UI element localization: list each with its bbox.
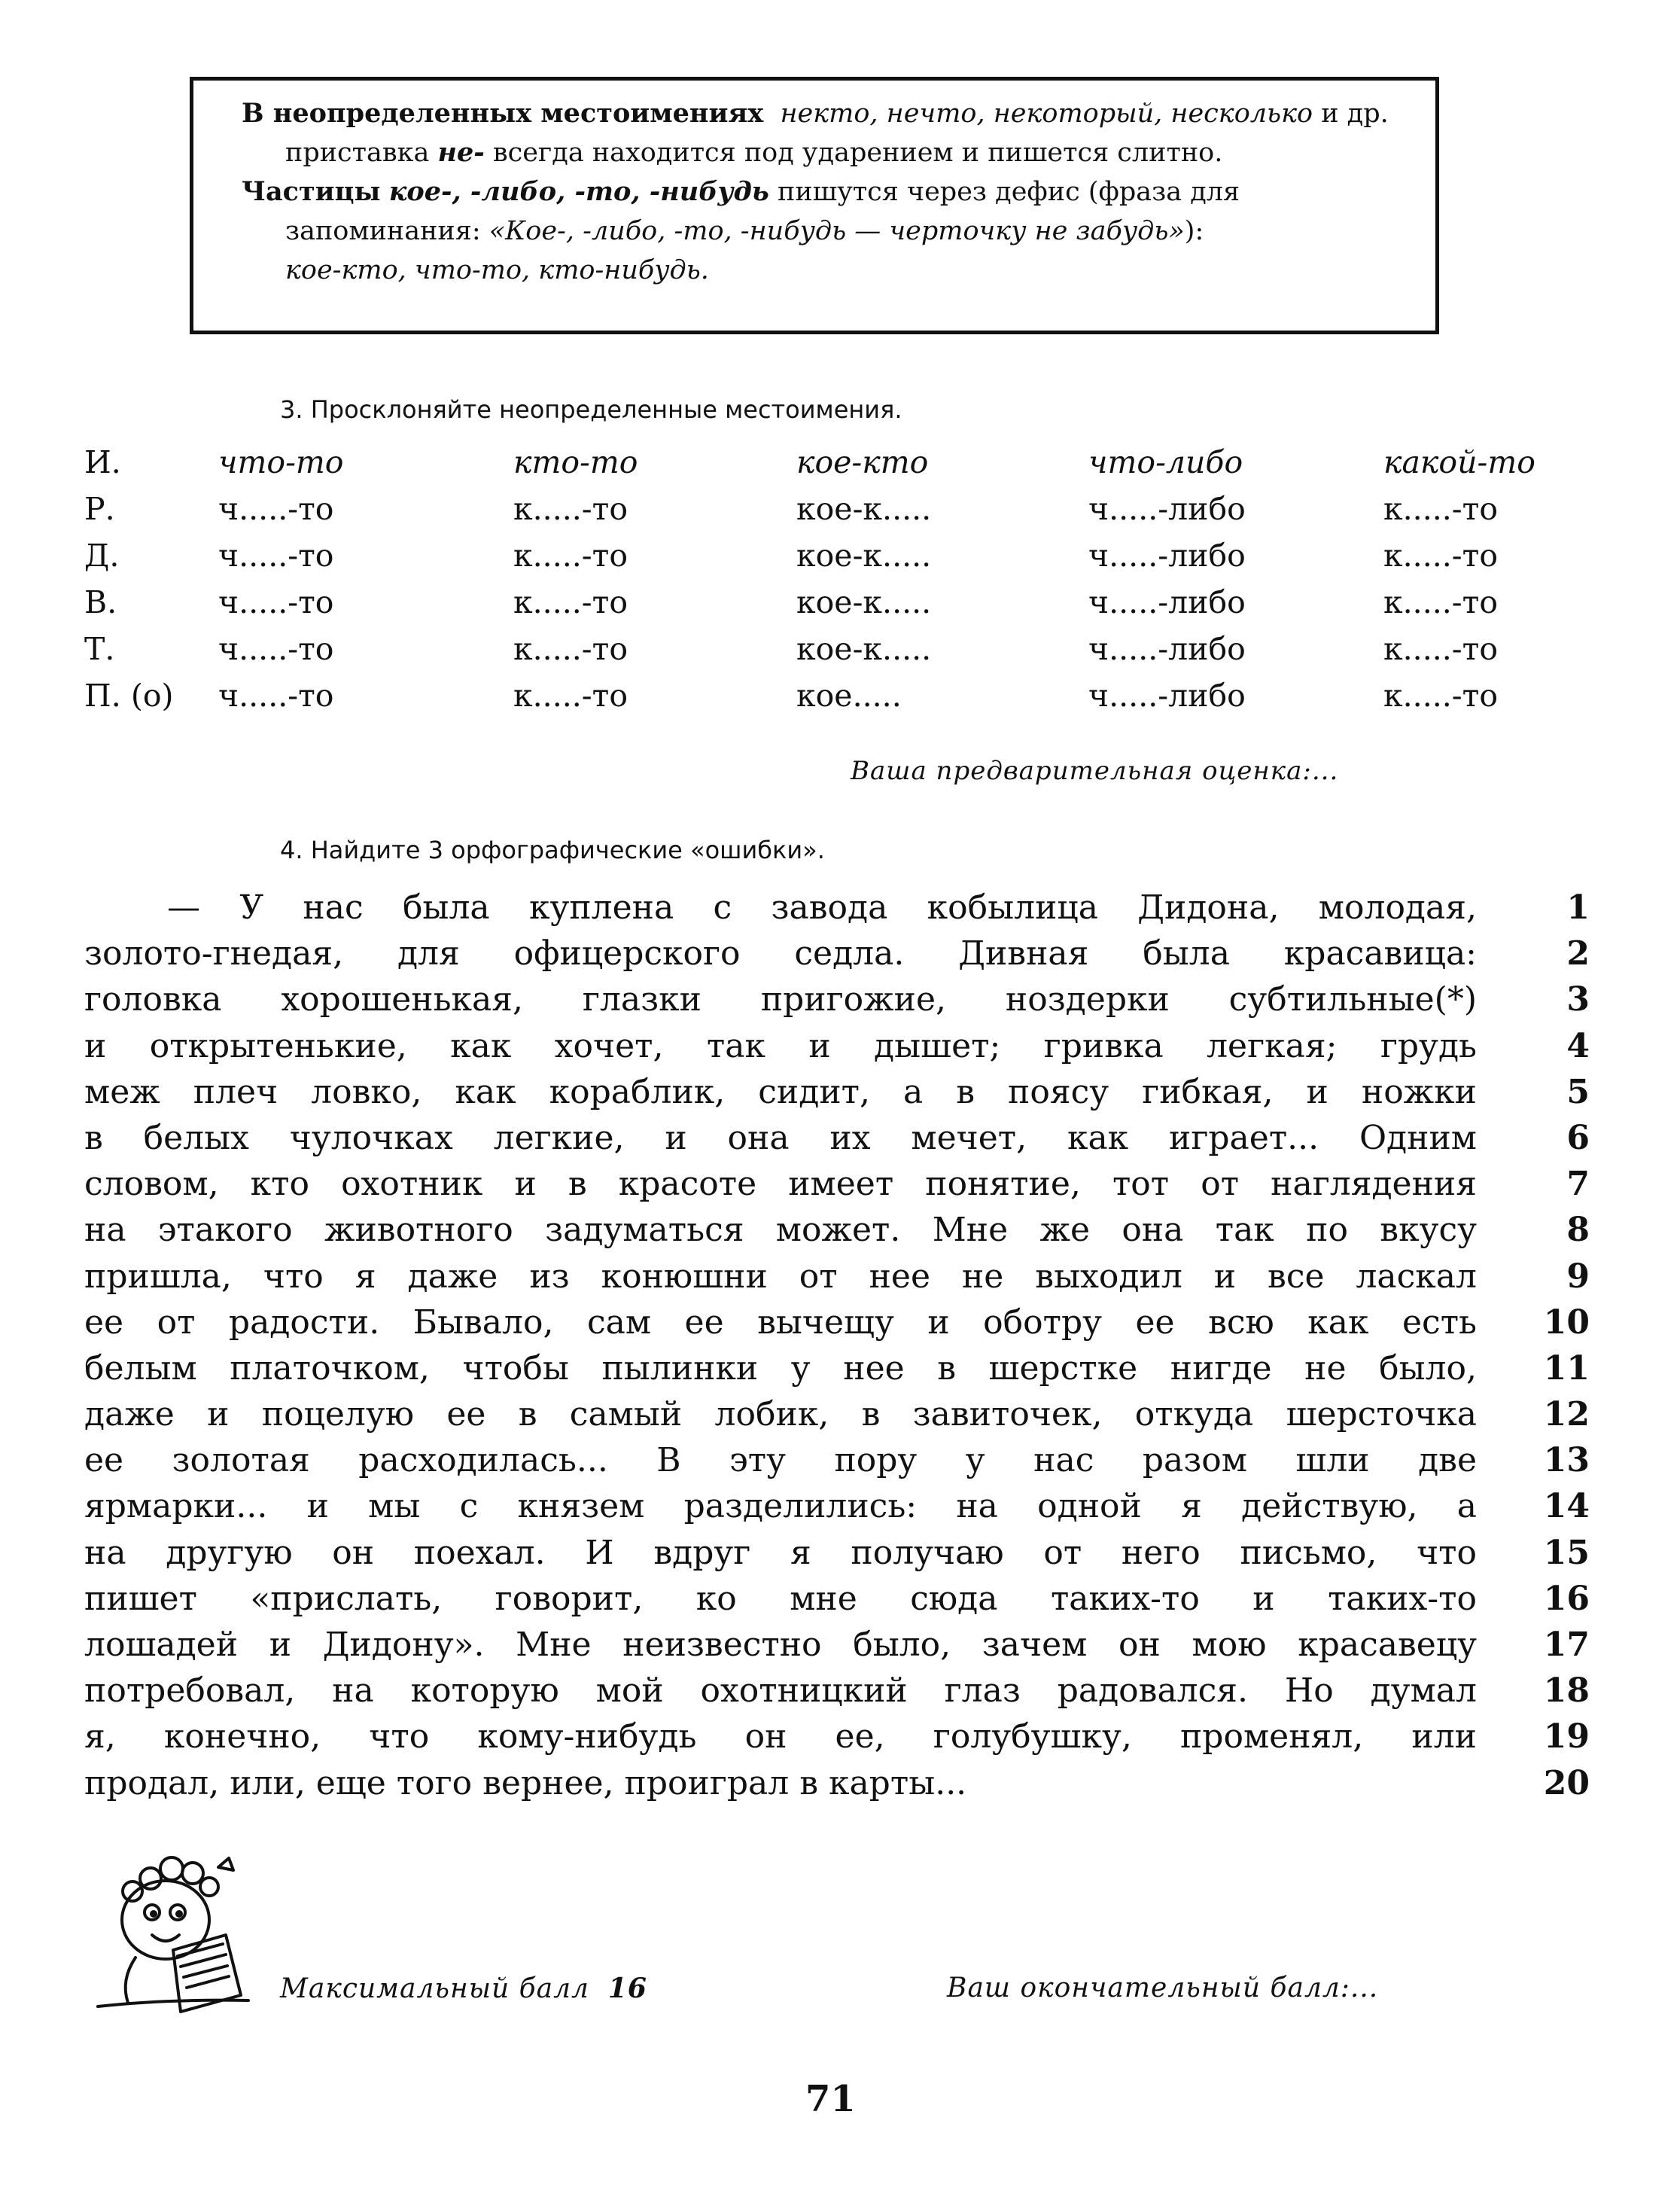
declension-blank: кое-к..... bbox=[796, 491, 932, 527]
declension-header-row bbox=[84, 444, 1665, 491]
declension-row bbox=[84, 678, 1665, 724]
rule-2-text: пишутся через дефис (фраза для запоминания: bbox=[285, 177, 1240, 246]
line-number: 3 bbox=[1566, 980, 1590, 1019]
declension-row bbox=[84, 631, 1665, 678]
text-line bbox=[84, 1483, 1590, 1529]
line-text: и открытенькие, как хочет, так и дышет; гривка легкая; грудь bbox=[84, 1026, 1477, 1065]
text-line bbox=[84, 1714, 1590, 1760]
line-text: ее золотая расходилась... В эту пору у нас разом шли две bbox=[84, 1441, 1477, 1480]
line-text: ярмарки... и мы с князем разделились: на одной я действую, а bbox=[84, 1487, 1477, 1526]
line-text: пришла, что я даже из конюшни от нее не выходил и все ласкал bbox=[84, 1257, 1477, 1296]
declension-blank: ч.....-либо bbox=[1088, 584, 1246, 620]
text-line bbox=[84, 1668, 1590, 1714]
text-line bbox=[84, 1300, 1590, 1345]
text-line bbox=[84, 1530, 1590, 1576]
rule-1-text-b: всегда находится под ударением и пишется слитно. bbox=[484, 138, 1223, 168]
max-score-label: Максимальный балл bbox=[280, 1973, 589, 2004]
line-number: 14 bbox=[1543, 1487, 1590, 1526]
declension-blank: ч.....-то bbox=[218, 491, 334, 527]
text-line bbox=[84, 1437, 1590, 1483]
line-text: на этакого животного задуматься может. Мне же она так по вкусу bbox=[84, 1211, 1477, 1250]
rule-2-mnemonic: «Кое-, -либо, -то, -нибудь — черточку не забудь» bbox=[488, 216, 1185, 246]
line-number: 8 bbox=[1566, 1211, 1590, 1250]
declension-blank: кое-к..... bbox=[796, 538, 932, 574]
line-text: головка хорошенькая, глазки пригожие, ноздерки субтильные(*) bbox=[84, 980, 1477, 1019]
pronoun-header: кто-то bbox=[513, 444, 638, 480]
rule-paragraph-1 bbox=[242, 94, 1405, 172]
rule-1-examples: некто, нечто, некоторый, несколько bbox=[780, 99, 1313, 129]
line-text: ее от радости. Бывало, сам ее вычещу и оботру ее всю как есть bbox=[84, 1303, 1477, 1342]
declension-blank: кое..... bbox=[796, 678, 902, 714]
case-label: Р. bbox=[84, 491, 115, 527]
line-text: в белых чулочках легкие, и она их мечет, как играет... Одним bbox=[84, 1118, 1477, 1157]
line-number: 20 bbox=[1543, 1763, 1590, 1802]
declension-blank: к.....-то bbox=[1383, 584, 1499, 620]
text-line bbox=[84, 1069, 1590, 1115]
rule-1-text-a: и др. приставка bbox=[285, 99, 1389, 168]
rule-2-close: ): bbox=[1184, 216, 1204, 246]
line-text: лошадей и Дидону». Мне неизвестно было, зачем он мою красавецу bbox=[84, 1626, 1477, 1664]
line-text: я, конечно, что кому-нибудь он ее, голубушку, променял, или bbox=[84, 1717, 1477, 1757]
max-score bbox=[280, 1973, 647, 2004]
line-text: продал, или, еще того вернее, проиграл в карты... bbox=[84, 1763, 967, 1802]
declension-blank: кое-к..... bbox=[796, 584, 932, 620]
declension-blank: к.....-то bbox=[1383, 491, 1499, 527]
declension-blank: ч.....-то bbox=[218, 584, 334, 620]
line-number: 19 bbox=[1543, 1717, 1590, 1757]
line-text: потребовал, на которую мой охотницкий глаз радовался. Но думал bbox=[84, 1671, 1477, 1711]
line-number: 10 bbox=[1543, 1303, 1590, 1342]
max-score-value: 16 bbox=[607, 1973, 647, 2004]
case-label: Д. bbox=[84, 538, 120, 574]
declension-blank: к.....-то bbox=[1383, 538, 1499, 574]
pronoun-header: что-либо bbox=[1088, 444, 1243, 480]
pronoun-header: кое-кто bbox=[796, 444, 929, 480]
text-line bbox=[84, 977, 1590, 1022]
declension-blank: к.....-то bbox=[513, 678, 628, 714]
declension-blank: к.....-то bbox=[1383, 678, 1499, 714]
line-number: 13 bbox=[1543, 1441, 1590, 1480]
declension-blank: ч.....-либо bbox=[1088, 631, 1246, 667]
case-label: Т. bbox=[84, 631, 115, 667]
line-number: 18 bbox=[1543, 1671, 1590, 1711]
text-line bbox=[84, 1622, 1590, 1668]
task-4-text bbox=[84, 885, 1590, 1806]
rule-paragraph-3 bbox=[242, 251, 1405, 290]
pronoun-header: какой-то bbox=[1383, 444, 1535, 480]
line-number: 4 bbox=[1566, 1026, 1590, 1065]
text-line bbox=[84, 931, 1590, 977]
rule-2-particles: кое-, -либо, -то, -нибудь bbox=[388, 176, 769, 207]
declension-row bbox=[84, 491, 1665, 538]
rule-1-prefix: не- bbox=[437, 137, 485, 168]
declension-blank: к.....-то bbox=[513, 491, 628, 527]
declension-blank: к.....-то bbox=[513, 538, 628, 574]
rule-2-lead: Частицы bbox=[242, 176, 381, 207]
declension-blank: к.....-то bbox=[513, 584, 628, 620]
line-text: словом, кто охотник и в красоте имеет понятие, тот от наглядения bbox=[84, 1165, 1477, 1204]
declension-row bbox=[84, 584, 1665, 631]
text-line bbox=[84, 1023, 1590, 1069]
line-text: пишет «прислать, говорит, ко мне сюда таких-то и таких-то bbox=[84, 1579, 1477, 1618]
rule-2-examples: кое-кто, что-то, кто-нибудь. bbox=[285, 255, 709, 285]
line-text: золото-гнедая, для офицерского седла. Дивная была красавица: bbox=[84, 934, 1477, 973]
line-text: даже и поцелую ее в самый лобик, в завиточек, откуда шерсточка bbox=[84, 1395, 1477, 1434]
final-score: Ваш окончательный балл:... bbox=[947, 1973, 1379, 2003]
rule-box bbox=[190, 77, 1439, 334]
line-number: 12 bbox=[1543, 1395, 1590, 1434]
rule-paragraph-2 bbox=[242, 172, 1405, 251]
case-label: В. bbox=[84, 584, 117, 620]
line-number: 15 bbox=[1543, 1533, 1590, 1572]
declension-blank: к.....-то bbox=[513, 631, 628, 667]
case-label: П. (о) bbox=[84, 678, 174, 714]
declension-row bbox=[84, 538, 1665, 584]
task-4-heading: 4. Найдите 3 орфографические «ошибки». bbox=[280, 836, 825, 864]
preliminary-score: Ваша предварительная оценка:... bbox=[851, 756, 1339, 786]
line-number: 2 bbox=[1566, 934, 1590, 973]
pronoun-header: что-то bbox=[218, 444, 344, 480]
case-label: И. bbox=[84, 444, 121, 480]
rule-1-lead: В неопределенных местоимениях bbox=[242, 98, 764, 129]
line-text: на другую он поехал. И вдруг я получаю от него письмо, что bbox=[84, 1533, 1477, 1572]
text-line bbox=[84, 1254, 1590, 1300]
task-3-heading: 3. Просклоняйте неопределенные местоимения. bbox=[280, 395, 902, 424]
mascot-illustration bbox=[83, 1837, 263, 2018]
line-number: 1 bbox=[1566, 888, 1590, 927]
line-number: 9 bbox=[1566, 1257, 1590, 1296]
text-line bbox=[84, 1345, 1590, 1391]
declension-blank: ч.....-то bbox=[218, 631, 334, 667]
line-number: 7 bbox=[1566, 1165, 1590, 1204]
text-line bbox=[84, 1576, 1590, 1622]
line-text: — У нас была куплена с завода кобылица Дидона, молодая, bbox=[167, 888, 1477, 927]
declension-blank: ч.....-либо bbox=[1088, 491, 1246, 527]
page-number: 71 bbox=[805, 2078, 856, 2120]
declension-blank: ч.....-то bbox=[218, 678, 334, 714]
line-number: 5 bbox=[1566, 1072, 1590, 1111]
line-number: 17 bbox=[1543, 1626, 1590, 1664]
declension-blank: ч.....-либо bbox=[1088, 538, 1246, 574]
text-line bbox=[84, 885, 1590, 931]
text-line bbox=[84, 1391, 1590, 1437]
text-line bbox=[84, 1115, 1590, 1161]
line-number: 11 bbox=[1543, 1348, 1590, 1388]
declension-blank: ч.....-то bbox=[218, 538, 334, 574]
text-line bbox=[84, 1161, 1590, 1207]
text-line bbox=[84, 1760, 1590, 1806]
declension-blank: кое-к..... bbox=[796, 631, 932, 667]
declension-blank: к.....-то bbox=[1383, 631, 1499, 667]
line-number: 6 bbox=[1566, 1118, 1590, 1157]
declension-blank: ч.....-либо bbox=[1088, 678, 1246, 714]
line-text: меж плеч ловко, как кораблик, сидит, а в поясу гибкая, и ножки bbox=[84, 1072, 1477, 1111]
line-text: белым платочком, чтобы пылинки у нее в шерстке нигде не было, bbox=[84, 1348, 1477, 1388]
text-line bbox=[84, 1207, 1590, 1253]
line-number: 16 bbox=[1543, 1579, 1590, 1618]
